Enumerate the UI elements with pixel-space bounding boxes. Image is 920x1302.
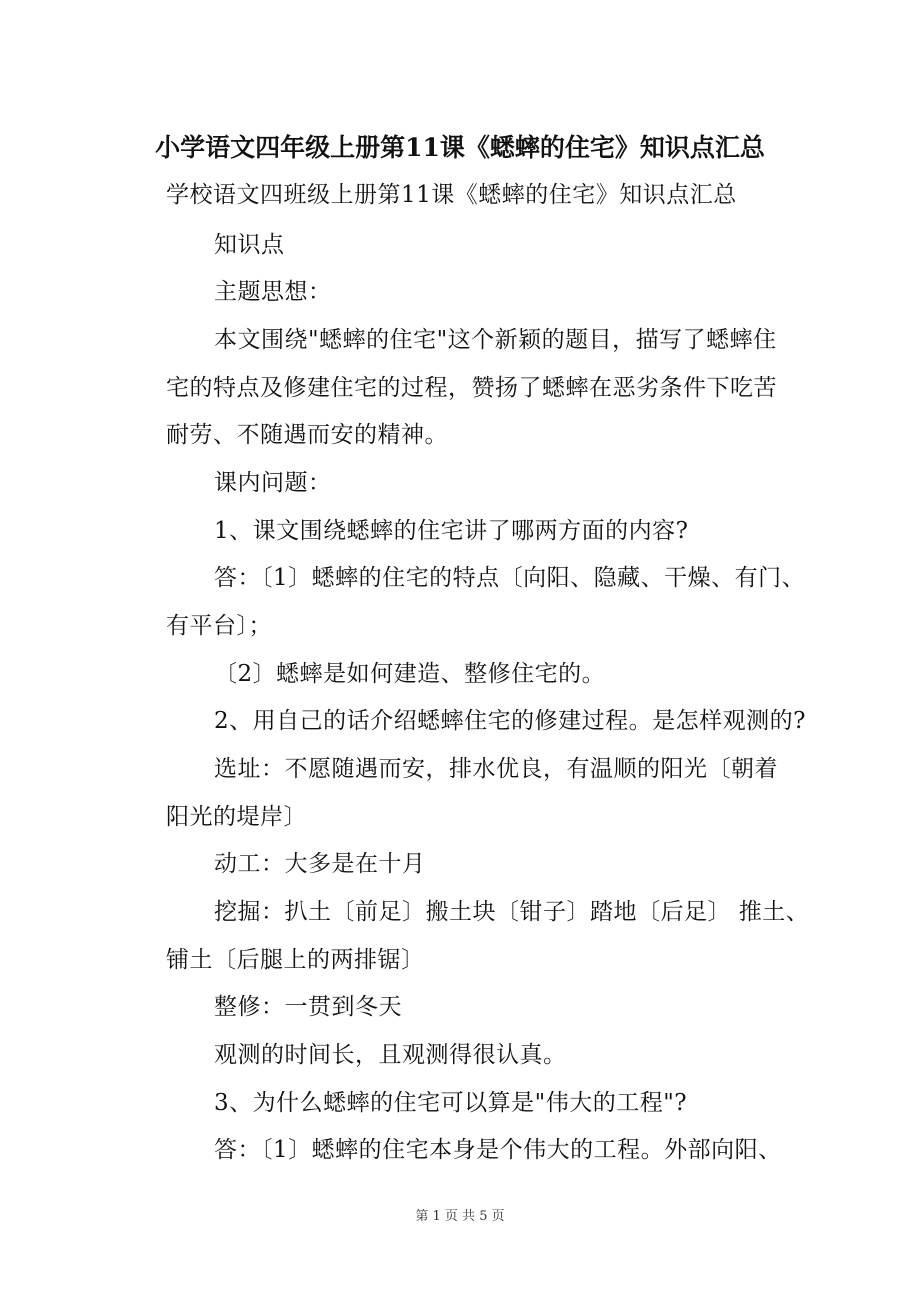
- body-line: 学校语文四班级上册第11课《蟋蟀的住宅》知识点汇总: [166, 182, 737, 208]
- body-line: 1、课文围绕蟋蟀的住宅讲了哪两方面的内容?: [214, 518, 689, 544]
- body-line: 答：〔1〕蟋蟀的住宅的特点〔向阳、隐藏、干燥、有门、: [214, 565, 806, 591]
- body-line: 观测的时间长，且观测得很认真。: [214, 1042, 567, 1068]
- body-line: 阳光的堤岸〕: [166, 804, 307, 830]
- body-line: 答：〔1〕蟋蟀的住宅本身是个伟大的工程。外部向阳、: [214, 1137, 782, 1163]
- body-line: 本文围绕"蟋蟀的住宅"这个新颖的题目，描写了蟋蟀住: [214, 327, 777, 353]
- body-line: 整修：一贯到冬天: [214, 994, 402, 1020]
- body-line: 动工：大多是在十月: [214, 851, 426, 877]
- page-footer: 第 1 页 共 5 页: [415, 1209, 505, 1224]
- body-line: 耐劳、不随遇而安的精神。: [166, 422, 448, 448]
- body-line: 挖掘：扒土〔前足〕搬土块〔钳子〕踏地〔后足〕 推土、: [214, 899, 810, 925]
- body-line: 〔2〕蟋蟀是如何建造、整修住宅的。: [214, 661, 606, 687]
- body-line: 课内问题：: [214, 470, 332, 496]
- body-line: 主题思想：: [214, 279, 332, 305]
- body-line: 铺土〔后腿上的两排锯〕: [166, 947, 425, 973]
- body-line: 选址：不愿随遇而安，排水优良，有温顺的阳光〔朝着: [214, 756, 778, 782]
- body-line: 3、为什么蟋蟀的住宅可以算是"伟大的工程"?: [214, 1090, 688, 1116]
- body-line: 知识点: [214, 232, 285, 258]
- body-line: 2、用自己的话介绍蟋蟀住宅的修建过程。是怎样观测的?: [214, 708, 806, 734]
- body-line: 宅的特点及修建住宅的过程，赞扬了蟋蟀在恶劣条件下吃苦: [166, 375, 777, 401]
- body-line: 有平台〕；: [166, 613, 272, 639]
- document-title: 小学语文四年级上册第11课《蟋蟀的住宅》知识点汇总: [155, 133, 765, 162]
